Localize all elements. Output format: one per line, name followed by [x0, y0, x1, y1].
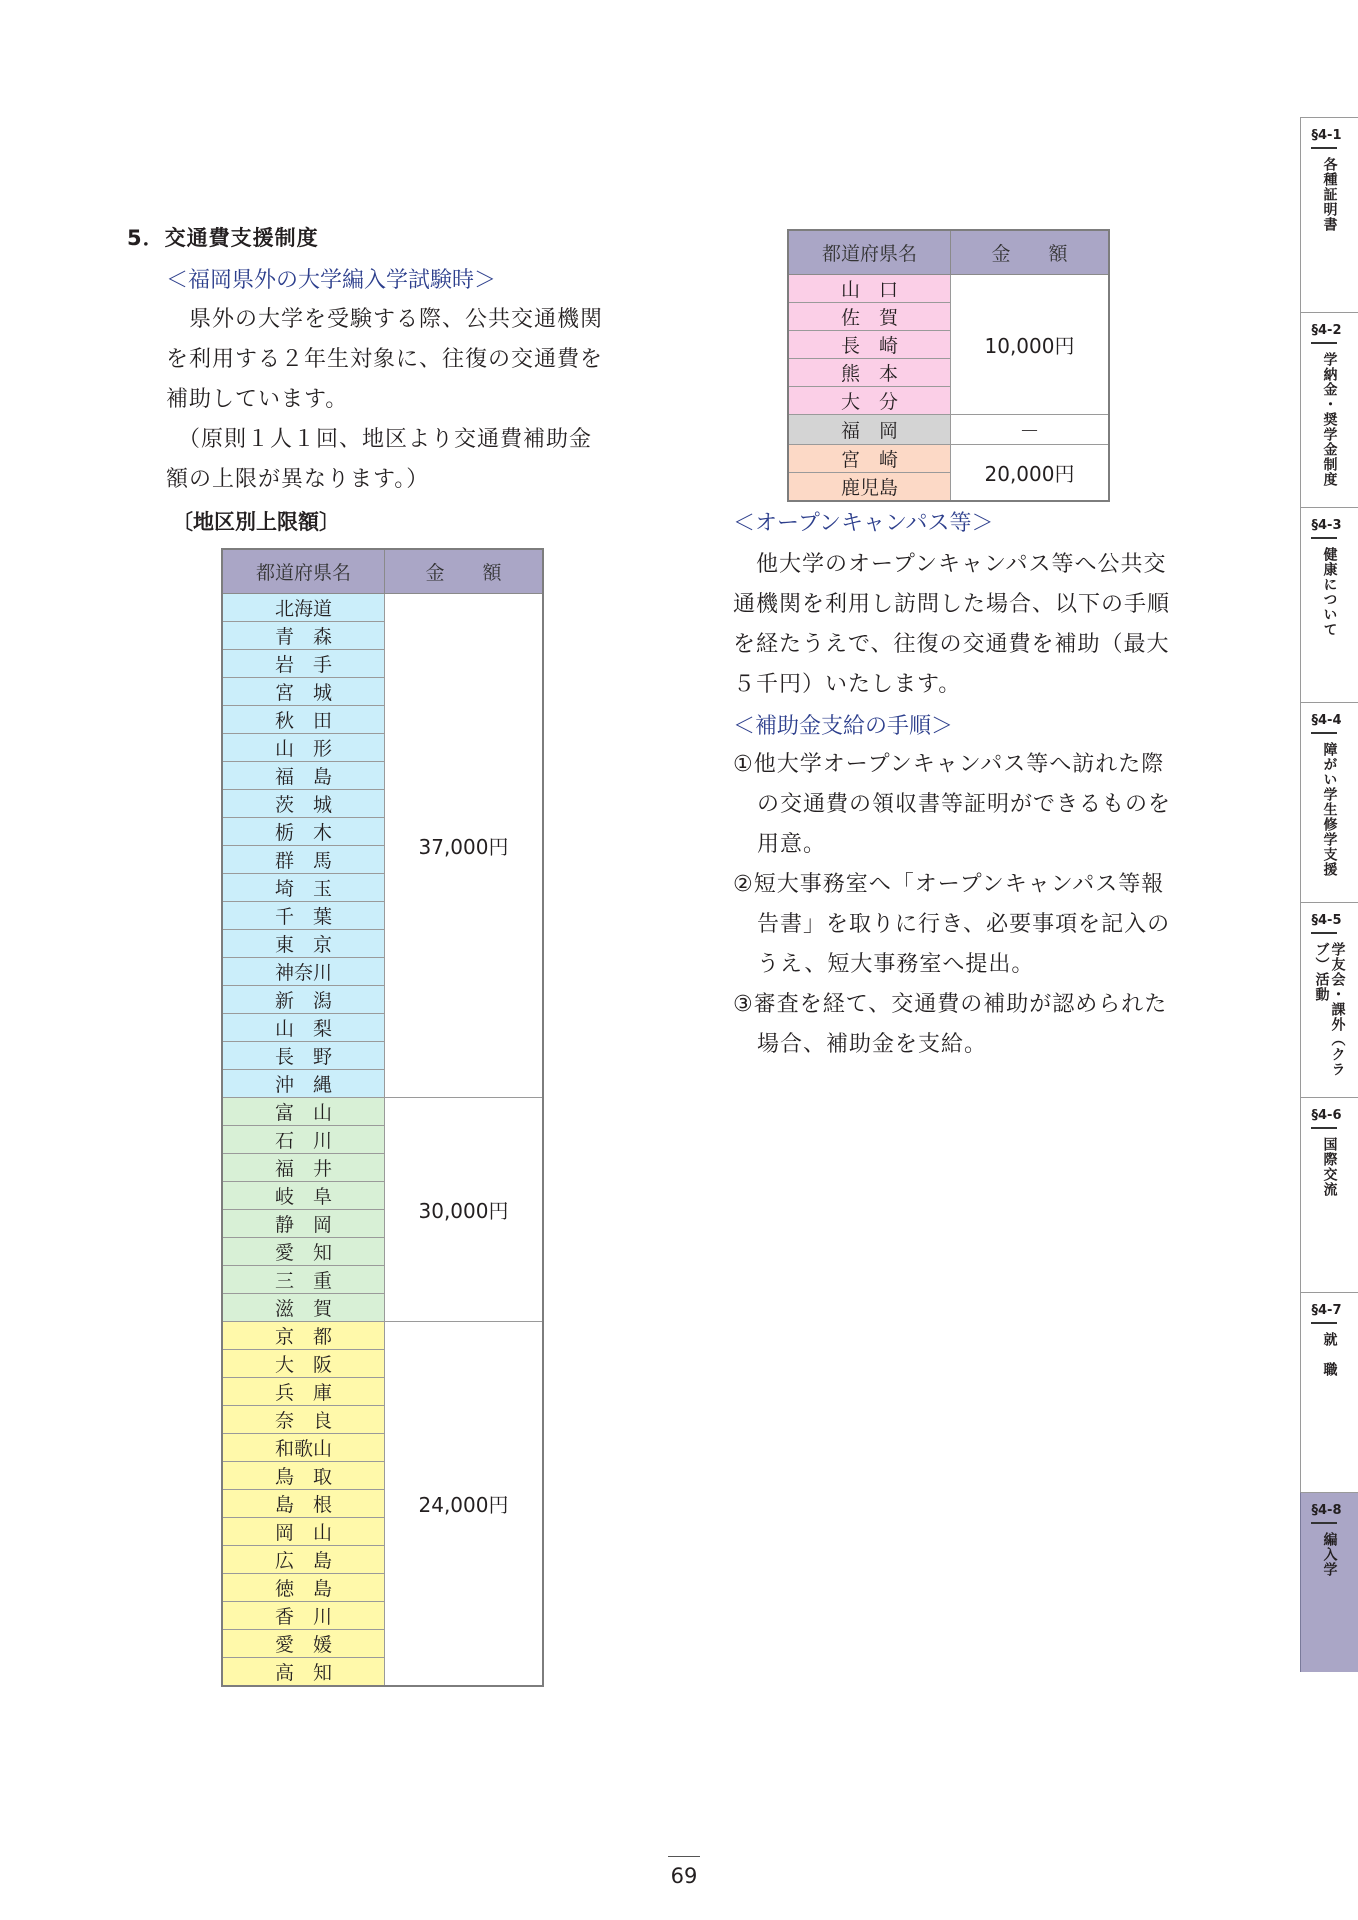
- prefecture-cell: 岡 山: [222, 1517, 385, 1545]
- text-line: 額の上限が異なります。）: [166, 467, 430, 492]
- tab-number: §4-2: [1311, 323, 1342, 338]
- step-line: 告書」を取りに行き、必要事項を記入の: [757, 912, 1171, 937]
- text-line: を経たうえで、往復の交通費を補助（最大: [733, 632, 1170, 657]
- table-row: [222, 1321, 543, 1349]
- prefecture-cell: 鳥 取: [222, 1461, 385, 1489]
- step-line: うえ、短大事務室へ提出。: [757, 952, 1035, 977]
- prefecture-cell: 熊 本: [788, 358, 951, 386]
- procedure-heading: ＜補助金支給の手順＞: [733, 714, 954, 739]
- exam-subheading: ＜福岡県外の大学編入学試験時＞: [166, 268, 497, 293]
- prefecture-cell: 山 梨: [222, 1013, 385, 1041]
- tab-rule: [1311, 147, 1337, 149]
- text-line: ５千円）いたします。: [733, 672, 962, 697]
- tab-rule: [1311, 932, 1337, 934]
- tab-number: §4-5: [1311, 913, 1342, 928]
- tab-number: §4-6: [1311, 1108, 1342, 1123]
- tab-rule: [1311, 342, 1337, 344]
- tab-number: §4-8: [1311, 1503, 1342, 1518]
- prefecture-cell: 北海道: [222, 593, 385, 621]
- tab-label: 編入学: [1321, 1532, 1338, 1577]
- text-line: 他大学のオープンキャンパス等へ公共交: [733, 552, 1167, 577]
- table-row: [222, 593, 543, 621]
- tab-rule: [1311, 1522, 1337, 1524]
- prefecture-cell: 大 分: [788, 386, 951, 414]
- prefecture-cell: 埼 玉: [222, 873, 385, 901]
- kyushu-amount-table: [787, 229, 1110, 502]
- table-label: 〔地区別上限額〕: [172, 510, 340, 534]
- tab-label: 健康について: [1321, 547, 1338, 637]
- header-amount: 金 額: [951, 230, 1110, 274]
- table-row: [222, 1097, 543, 1125]
- prefecture-cell: 福 岡: [788, 414, 951, 444]
- section-title: 5．交通費支援制度: [127, 226, 319, 250]
- prefecture-cell: 奈 良: [222, 1405, 385, 1433]
- prefecture-cell: 大 阪: [222, 1349, 385, 1377]
- prefecture-cell: 島 根: [222, 1489, 385, 1517]
- tab-rule: [1311, 1127, 1337, 1129]
- prefecture-cell: 長 野: [222, 1041, 385, 1069]
- tab-number: §4-3: [1311, 518, 1342, 533]
- tab-label: 国際交流: [1321, 1137, 1338, 1197]
- amount-cell: 20,000円: [951, 444, 1110, 501]
- amount-cell: 30,000円: [385, 1097, 544, 1321]
- amount-cell: －: [951, 414, 1110, 444]
- prefecture-cell: 山 形: [222, 733, 385, 761]
- prefecture-cell: 栃 木: [222, 817, 385, 845]
- header-prefecture: 都道府県名: [788, 230, 951, 274]
- prefecture-cell: 京 都: [222, 1321, 385, 1349]
- table-row: [788, 274, 1109, 302]
- prefecture-cell: 東 京: [222, 929, 385, 957]
- step-line: 用意。: [757, 832, 827, 857]
- prefecture-cell: 青 森: [222, 621, 385, 649]
- prefecture-cell: 岩 手: [222, 649, 385, 677]
- page-number: 69: [670, 1864, 698, 1888]
- tab-section-4-2[interactable]: [1300, 312, 1358, 507]
- tab-label: 学納金・奨学金制度: [1321, 352, 1338, 487]
- section-tabs: [1300, 117, 1358, 1672]
- prefecture-cell: 福 井: [222, 1153, 385, 1181]
- prefecture-cell: 広 島: [222, 1545, 385, 1573]
- tab-section-4-3[interactable]: [1300, 507, 1358, 702]
- prefecture-cell: 愛 媛: [222, 1629, 385, 1657]
- tab-rule: [1311, 732, 1337, 734]
- procedure-steps: [733, 745, 1183, 1065]
- prefecture-cell: 千 葉: [222, 901, 385, 929]
- prefecture-cell: 神奈川: [222, 957, 385, 985]
- prefecture-cell: 徳 島: [222, 1573, 385, 1601]
- tab-section-4-6[interactable]: [1300, 1097, 1358, 1292]
- prefecture-cell: 佐 賀: [788, 302, 951, 330]
- prefecture-cell: 鹿児島: [788, 472, 951, 501]
- page-number-rule: [668, 1856, 700, 1857]
- tab-number: §4-7: [1311, 1303, 1342, 1318]
- prefecture-cell: 石 川: [222, 1125, 385, 1153]
- tab-section-4-8[interactable]: [1300, 1492, 1358, 1672]
- step-line: ②短大事務室へ「オープンキャンパス等報: [733, 872, 1165, 897]
- tab-section-4-7[interactable]: [1300, 1292, 1358, 1492]
- header-prefecture: 都道府県名: [222, 549, 385, 593]
- intro-paragraph: [166, 300, 606, 500]
- prefecture-cell: 富 山: [222, 1097, 385, 1125]
- tab-label: 各種証明書: [1321, 157, 1338, 232]
- prefecture-cell: 愛 知: [222, 1237, 385, 1265]
- tab-label: 学友会・課外（クラブ）活動: [1313, 942, 1346, 1077]
- amount-cell: 37,000円: [385, 593, 544, 1097]
- tab-rule: [1311, 1322, 1337, 1324]
- prefecture-cell: 福 島: [222, 761, 385, 789]
- tab-label: 就 職: [1321, 1332, 1338, 1377]
- table-row: [788, 414, 1109, 444]
- prefecture-cell: 茨 城: [222, 789, 385, 817]
- prefecture-cell: 群 馬: [222, 845, 385, 873]
- tab-section-4-4[interactable]: [1300, 702, 1358, 902]
- tab-section-4-1[interactable]: [1300, 117, 1358, 312]
- tab-number: §4-4: [1311, 713, 1342, 728]
- prefecture-cell: 長 崎: [788, 330, 951, 358]
- text-line: を利用する２年生対象に、往復の交通費を: [166, 347, 604, 372]
- text-line: 補助しています。: [166, 387, 349, 412]
- prefecture-cell: 山 口: [788, 274, 951, 302]
- opencampus-paragraph: [733, 545, 1173, 705]
- prefecture-cell: 静 岡: [222, 1209, 385, 1237]
- prefecture-cell: 沖 縄: [222, 1069, 385, 1097]
- tab-number: §4-1: [1311, 128, 1342, 143]
- amount-cell: 10,000円: [951, 274, 1110, 414]
- tab-rule: [1311, 537, 1337, 539]
- prefecture-cell: 滋 賀: [222, 1293, 385, 1321]
- text-line: 県外の大学を受験する際、公共交通機関: [166, 307, 604, 332]
- prefecture-cell: 宮 城: [222, 677, 385, 705]
- prefecture-cell: 和歌山: [222, 1433, 385, 1461]
- prefecture-cell: 香 川: [222, 1601, 385, 1629]
- text-line: 通機関を利用し訪問した場合、以下の手順: [733, 592, 1171, 617]
- prefecture-cell: 三 重: [222, 1265, 385, 1293]
- step-line: 場合、補助金を支給。: [757, 1032, 988, 1057]
- step-line: ①他大学オープンキャンパス等へ訪れた際: [733, 752, 1165, 777]
- step-line: ③審査を経て、交通費の補助が認められた: [733, 992, 1168, 1017]
- prefecture-cell: 兵 庫: [222, 1377, 385, 1405]
- tab-label: 障がい学生修学支援: [1321, 742, 1338, 877]
- prefecture-cell: 岐 阜: [222, 1181, 385, 1209]
- text-line: （原則１人１回、地区より交通費補助金: [166, 427, 593, 452]
- table-row: [788, 444, 1109, 472]
- prefecture-cell: 宮 崎: [788, 444, 951, 472]
- opencampus-subheading: ＜オープンキャンパス等＞: [733, 511, 994, 536]
- header-amount: 金 額: [385, 549, 544, 593]
- prefecture-cell: 秋 田: [222, 705, 385, 733]
- tab-section-4-5[interactable]: [1300, 902, 1358, 1097]
- step-line: の交通費の領収書等証明ができるものを: [757, 792, 1172, 817]
- regional-amount-table: [221, 548, 544, 1687]
- prefecture-cell: 新 潟: [222, 985, 385, 1013]
- prefecture-cell: 高 知: [222, 1657, 385, 1686]
- amount-cell: 24,000円: [385, 1321, 544, 1686]
